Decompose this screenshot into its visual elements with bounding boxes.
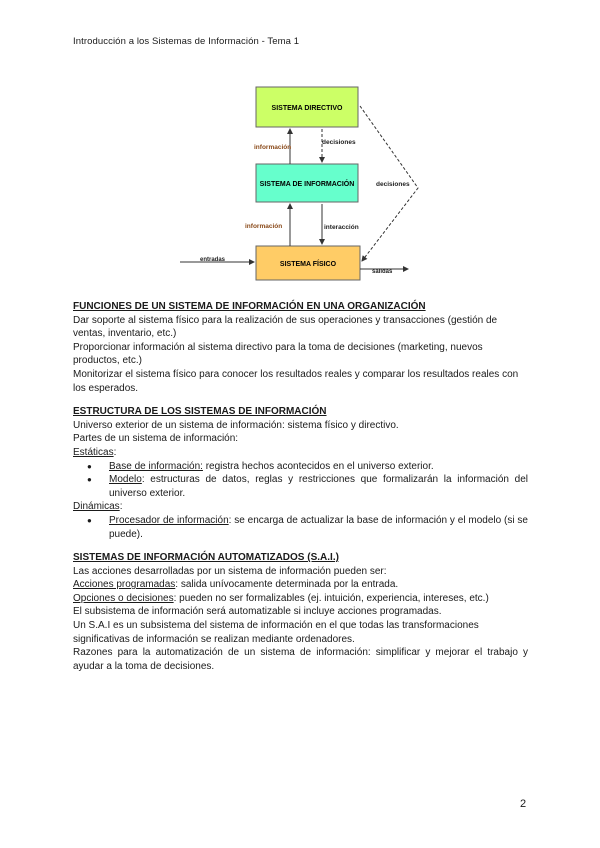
dinamicas-term: Dinámicas: [73, 501, 120, 513]
section1-p3: Monitorizar el sistema físico para conocer los resultados reales y comparar los resultados reales con los esperados.: [73, 368, 519, 394]
list-item: ● Modelo: estructuras de datos, reglas y restricciones que formalizarán la información del universo exterior.: [81, 473, 528, 500]
page-number: 2: [520, 798, 527, 810]
base-informacion-term: Base de información:: [109, 460, 203, 472]
label-decisiones-right: decisiones: [376, 181, 410, 188]
section1-p1: Dar soporte al sistema físico para la realización de sus operaciones y transacciones (gestión de ventas, inventario, etc.): [73, 314, 498, 340]
label-informacion-bottom: información: [245, 223, 283, 230]
section3-p4: Razones para la automatización de un sistema de información: simplificar y mejorar el trabajo y ayudar a la toma de decisiones.: [73, 647, 528, 672]
list-item: ● Base de información: registra hechos acontecidos en el universo exterior.: [81, 460, 528, 474]
information-system-diagram: [170, 76, 440, 286]
section1-p2: Proporcionar información al sistema directivo para la toma de decisiones (marketing, nuevos productos, etc.): [73, 341, 483, 367]
acciones-term: Acciones programadas: [73, 579, 176, 591]
label-decisiones-top: decisiones: [322, 139, 356, 146]
label-informacion-top: información: [254, 144, 292, 151]
box-sistema-fisico-label: SISTEMA FÍSICO: [279, 261, 337, 268]
section3-p1: Las acciones desarrolladas por un sistema de información pueden ser:: [73, 565, 387, 577]
estaticas-list: [73, 460, 528, 501]
section3-title: SISTEMAS DE INFORMACIÓN AUTOMATIZADOS (S.A.I.): [73, 552, 339, 564]
label-entradas: entradas: [200, 257, 226, 263]
main-content: [73, 300, 528, 673]
box-sistema-informacion-label: SISTEMA DE INFORMACIÓN: [259, 181, 355, 188]
section2-p2: Partes de un sistema de información:: [73, 433, 239, 445]
section2-p1: Universo exterior de un sistema de información: sistema físico y directivo.: [73, 419, 399, 431]
label-interaccion: interacción: [324, 224, 359, 231]
dinamicas-label: Dinámicas:: [73, 501, 123, 513]
opciones-line: Opciones o decisiones: pueden no ser formalizables (ej. intuición, experiencia, intereses, etc.): [73, 592, 489, 604]
dinamicas-list: [73, 514, 528, 541]
opciones-term: Opciones o decisiones: [73, 592, 174, 604]
estaticas-term: Estáticas: [73, 446, 114, 458]
section2-title: ESTRUCTURA DE LOS SISTEMAS DE INFORMACIÓN: [73, 406, 327, 418]
estaticas-label: Estáticas:: [73, 446, 117, 458]
acciones-line: Acciones programadas: salida unívocamente determinada por la entrada.: [73, 579, 399, 591]
label-salidas: salidas: [372, 269, 393, 275]
procesador-term: Procesador de información: [109, 514, 229, 526]
box-sistema-directivo-label: SISTEMA DIRECTIVO: [271, 105, 343, 112]
list-item: ● Procesador de información: se encarga de actualizar la base de información y el modelo (si se puede).: [81, 514, 528, 541]
page-header: Introducción a los Sistemas de Información - Tema 1: [73, 36, 300, 47]
section1-title: FUNCIONES DE UN SISTEMA DE INFORMACIÓN EN UNA ORGANIZACIÓN: [73, 301, 426, 312]
section3-p3: Un S.A.I es un subsistema del sistema de información en el que todas las transformaciones significativas de información se realizan mediante ordenadores.: [73, 620, 479, 645]
modelo-term: Modelo: [109, 474, 142, 486]
section3-p2: El subsistema de información será automatizable si incluye acciones programadas.: [73, 606, 442, 618]
